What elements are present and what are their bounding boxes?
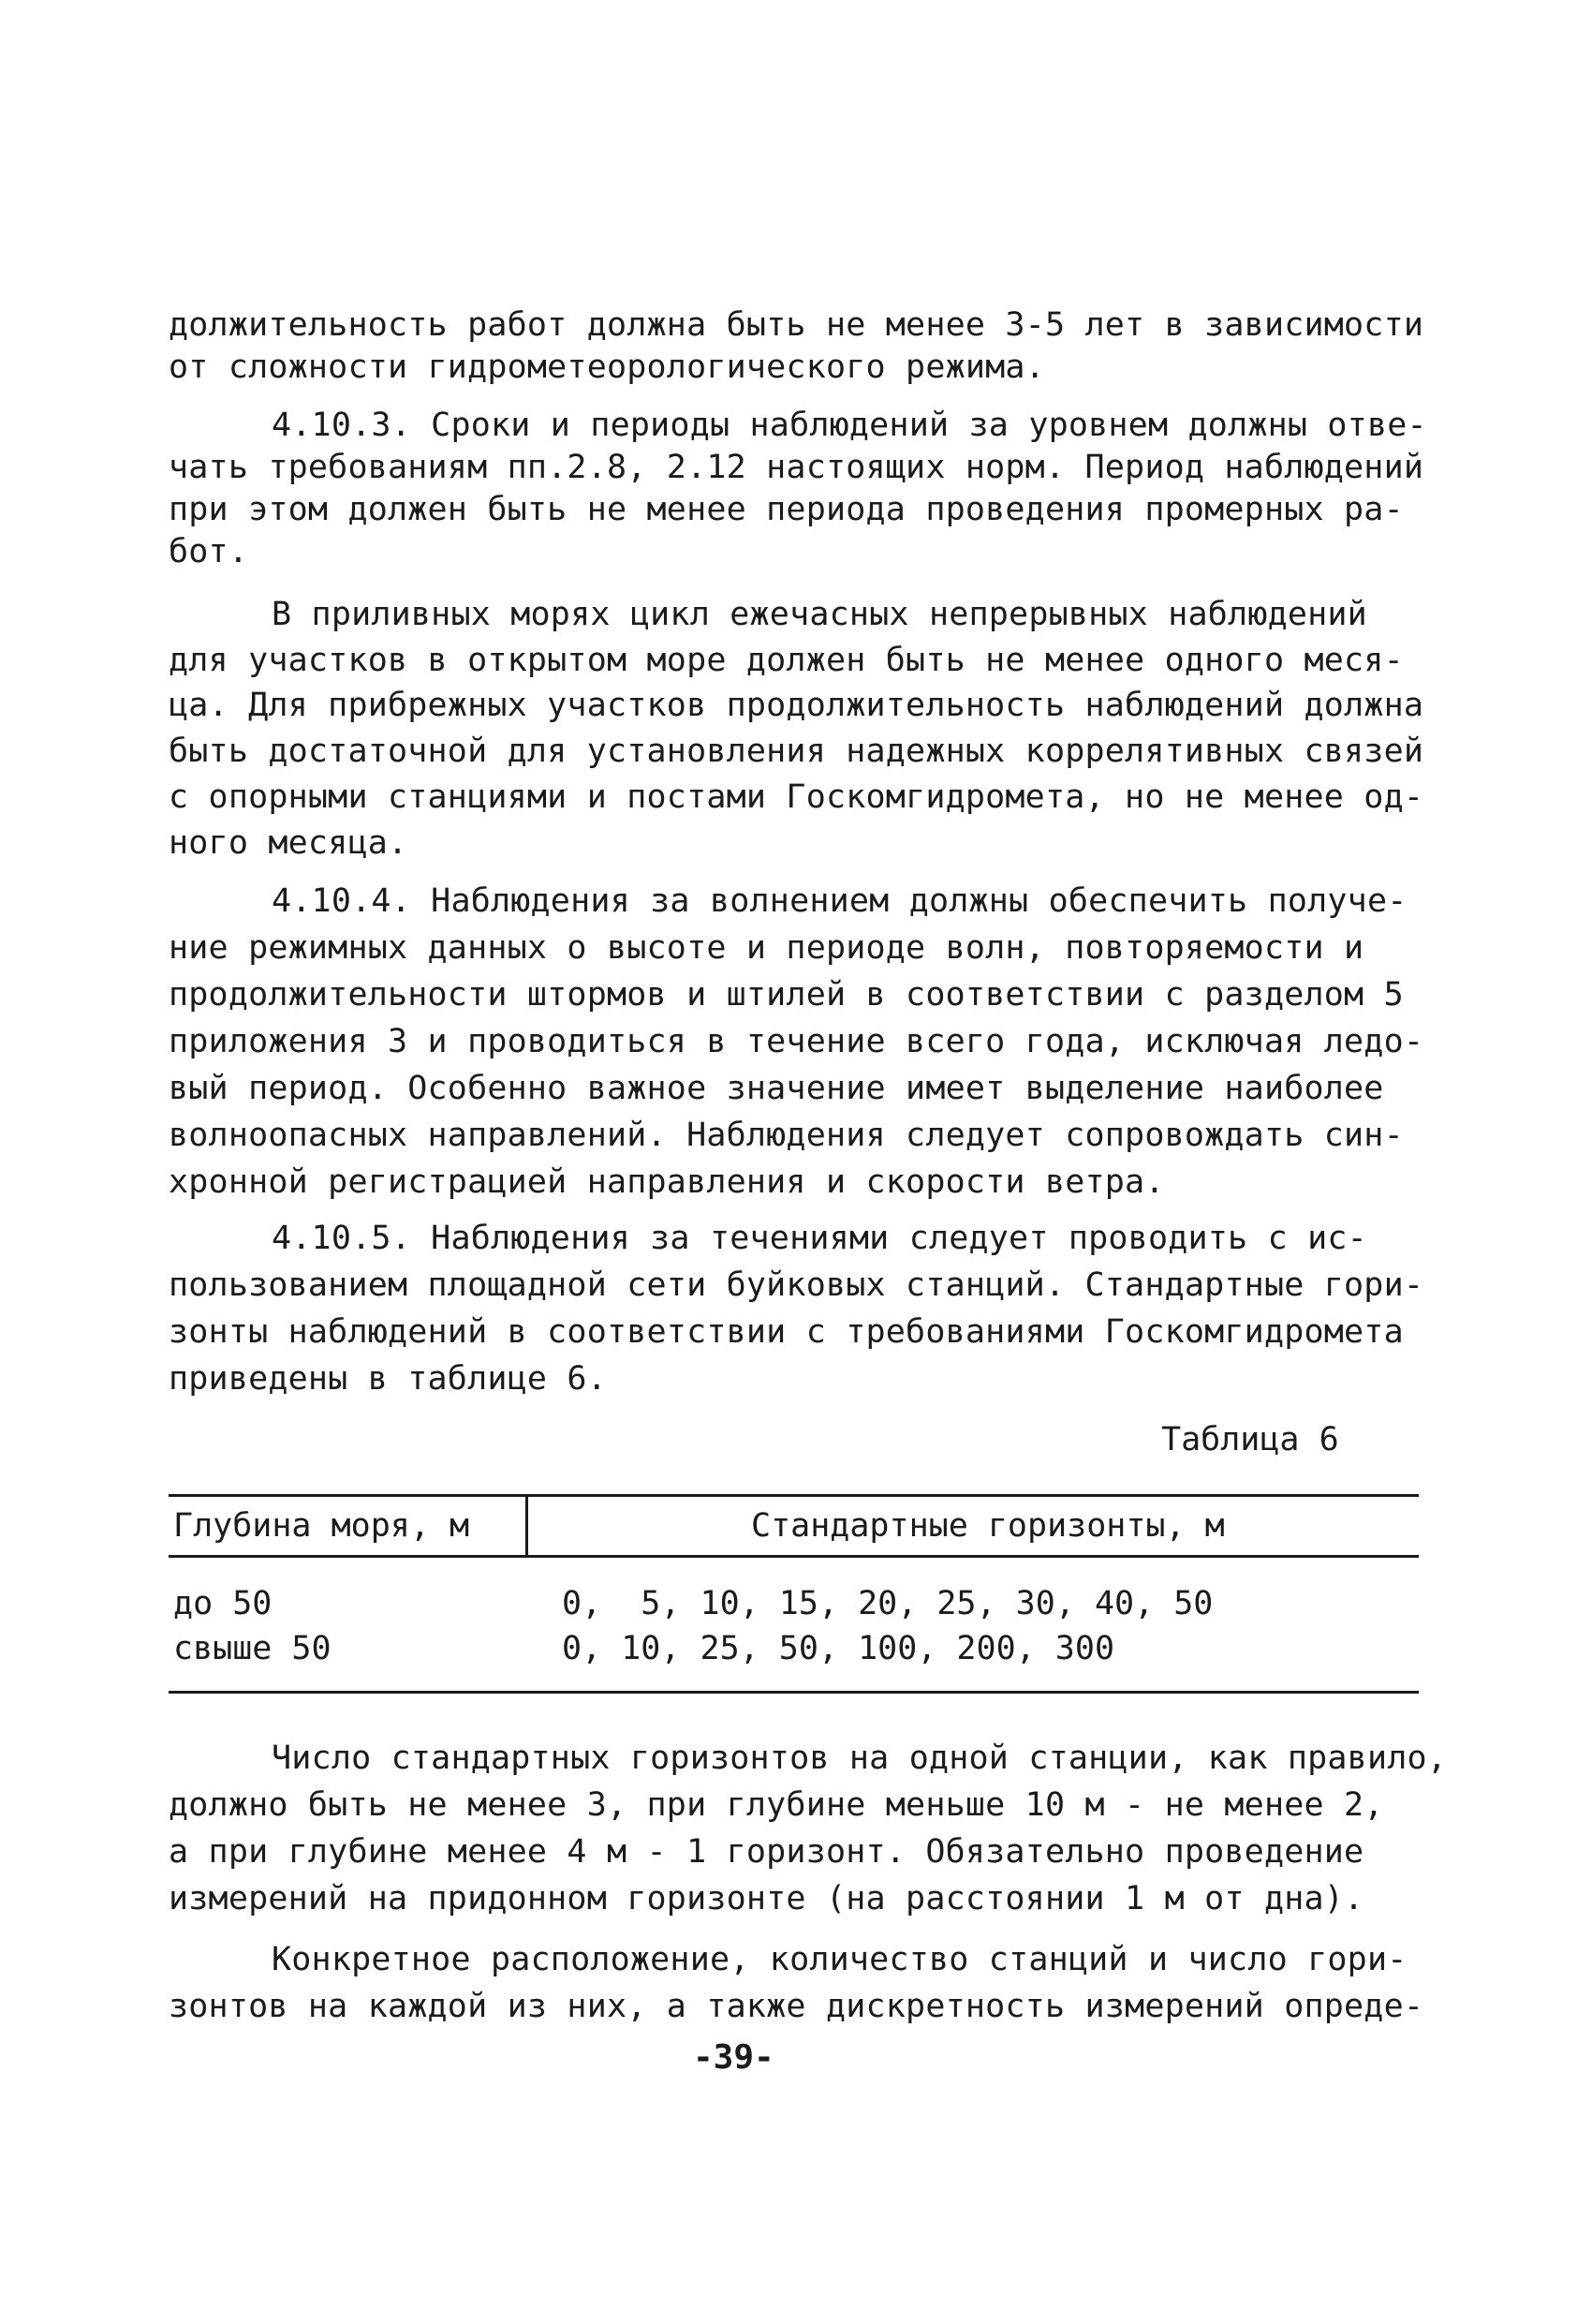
paragraph-line: быть достаточной для установления надежных коррелятивных связей (169, 733, 1424, 770)
paragraph-line: а при глубине менее 4 м - 1 горизонт. Обязательно проведение (169, 1833, 1364, 1871)
table-caption: Таблица 6 (1161, 1421, 1339, 1458)
paragraph-line: ца. Для прибрежных участков продолжительность наблюдений должна (169, 687, 1424, 724)
paragraph-line: 4.10.5. Наблюдения за течениями следует проводить с ис- (272, 1220, 1367, 1257)
paragraph-line: ние режимных данных о высоте и периоде волн, повторяемости и (169, 929, 1364, 967)
paragraph-line: пользованием площадной сети буйковых станций. Стандартные гори- (169, 1266, 1424, 1304)
paragraph-line: 4.10.3. Сроки и периоды наблюдений за уровнем должны отве- (272, 407, 1427, 444)
table-cell-depth: свыше 50 (173, 1630, 332, 1667)
paragraph-line: Конкретное расположение, количество станций и число гори- (272, 1941, 1408, 1978)
paragraph-line: Число стандартных горизонтов на одной станции, как правило, (272, 1739, 1448, 1777)
table-bottom-rule (169, 1691, 1419, 1694)
table-cell-depth: до 50 (173, 1585, 273, 1622)
paragraph-line: продолжительности штормов и штилей в соответствии с разделом 5 (169, 976, 1404, 1014)
table-top-rule (169, 1494, 1419, 1497)
paragraph-line: бот. (169, 533, 249, 570)
paragraph-line: должно быть не менее 3, при глубине меньше 10 м - не менее 2, (169, 1786, 1384, 1824)
page-number: -39- (693, 2038, 774, 2077)
paragraph-line: зонты наблюдений в соответствии с требованиями Госкомгидромета (169, 1313, 1404, 1351)
paragraph-line: при этом должен быть не менее периода проведения промерных ра- (169, 491, 1404, 528)
paragraph-line: хронной регистрацией направления и скорости ветра. (169, 1163, 1165, 1201)
paragraph-line: измерений на придонном горизонте (на расстоянии 1 м от дна). (169, 1880, 1364, 1917)
table-column-divider (525, 1497, 528, 1555)
paragraph-line: В приливных морях цикл ежечасных непрерывных наблюдений (272, 596, 1367, 633)
table-header-horizons: Стандартные горизонты, м (751, 1507, 1225, 1545)
paragraph-line: для участков в открытом море должен быть не менее одного меся- (169, 642, 1404, 679)
paragraph-line: от сложности гидрометеорологического режима. (169, 348, 1045, 386)
paragraph-line: должительность работ должна быть не менее 3-5 лет в зависимости (169, 306, 1424, 344)
paragraph-line: вый период. Особенно важное значение имеет выделение наиболее (169, 1070, 1384, 1107)
table-header-rule (169, 1555, 1419, 1558)
paragraph-line: приведены в таблице 6. (169, 1360, 607, 1398)
paragraph-line: 4.10.4. Наблюдения за волнением должны обеспечить получе- (272, 882, 1408, 920)
table-header-depth: Глубина моря, м (173, 1507, 470, 1545)
paragraph-line: волноопасных направлений. Наблюдения следует сопровождать син- (169, 1117, 1404, 1154)
table-cell-horizons: 0, 5, 10, 15, 20, 25, 30, 40, 50 (562, 1585, 1214, 1622)
paragraph-line: чать требованиям пп.2.8, 2.12 настоящих норм. Период наблюдений (169, 449, 1424, 486)
table-cell-horizons: 0, 10, 25, 50, 100, 200, 300 (562, 1630, 1115, 1667)
paragraph-line: ного месяца. (169, 824, 408, 862)
paragraph-line: приложения 3 и проводиться в течение всего года, исключая ледо- (169, 1023, 1424, 1060)
paragraph-line: с опорными станциями и постами Госкомгидромета, но не менее од- (169, 778, 1424, 816)
paragraph-line: зонтов на каждой из них, а также дискретность измерений опреде- (169, 1988, 1424, 2025)
